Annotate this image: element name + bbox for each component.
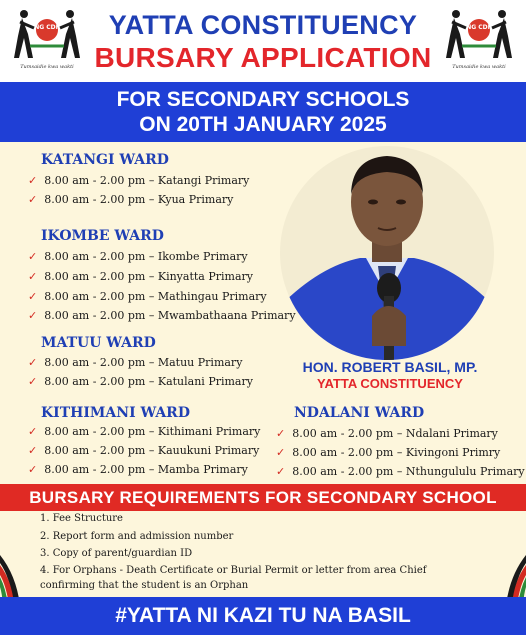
logo-tagline: Tumsaidie kwa wakti	[20, 64, 74, 70]
list-item: ✓ 8.00 am - 2.00 pm – Nthungululu Primary	[276, 465, 525, 478]
list-item: ✓ 8.00 am - 2.00 pm – Kauukuni Primary	[28, 444, 260, 457]
list-item: ✓ 8.00 am - 2.00 pm – Ikombe Primary	[28, 250, 248, 263]
banner-line1: FOR SECONDARY SCHOOLS	[116, 88, 410, 111]
list-item: ✓ 8.00 am - 2.00 pm – Kyua Primary	[28, 193, 234, 206]
title-constituency: YATTA CONSTITUENCY	[108, 10, 418, 40]
mp-constituency: YATTA CONSTITUENCY	[317, 376, 463, 391]
mp-name: HON. ROBERT BASIL, MP.	[302, 359, 478, 375]
check-icon: ✓	[28, 250, 38, 263]
check-icon: ✓	[276, 446, 286, 459]
list-item: ✓ 8.00 am - 2.00 pm – Katulani Primary	[28, 375, 253, 388]
check-icon: ✓	[28, 174, 38, 187]
list-item: ✓ 8.00 am - 2.00 pm – Ndalani Primary	[276, 427, 498, 440]
check-icon: ✓	[28, 270, 38, 283]
ward-title-katangi: KATANGI WARD	[41, 152, 169, 168]
requirements-title: BURSARY REQUIREMENTS FOR SECONDARY SCHOOL	[29, 488, 497, 507]
logo-text: NG CDF	[466, 24, 492, 31]
check-icon: ✓	[28, 444, 38, 457]
ward-title-matuu: MATUU WARD	[41, 335, 156, 351]
ward-title-kithimani: KITHIMANI WARD	[41, 405, 190, 421]
mp-portrait	[280, 146, 494, 360]
list-item: ✓ 8.00 am - 2.00 pm – Mwambathaana Primary	[28, 309, 296, 322]
check-icon: ✓	[28, 463, 38, 476]
check-icon: ✓	[276, 465, 286, 478]
requirement-item: 1. Fee Structure	[40, 513, 123, 524]
ward-title-ikombe: IKOMBE WARD	[41, 228, 164, 244]
list-item: ✓ 8.00 am - 2.00 pm – Kinyatta Primary	[28, 270, 253, 283]
list-item: ✓ 8.00 am - 2.00 pm – Kithimani Primary	[28, 425, 261, 438]
ward-title-ndalani: NDALANI WARD	[294, 405, 425, 421]
check-icon: ✓	[28, 309, 38, 322]
requirement-item: 4. For Orphans - Death Certificate or Burial Permit or letter from area Chief	[40, 565, 427, 576]
check-icon: ✓	[28, 375, 38, 388]
requirement-item: 2. Report form and admission number	[40, 531, 234, 542]
check-icon: ✓	[28, 193, 38, 206]
check-icon: ✓	[28, 356, 38, 369]
requirement-item-continued: confirming that the student is an Orphan	[40, 580, 249, 591]
requirement-item: 3. Copy of parent/guardian ID	[40, 548, 193, 559]
check-icon: ✓	[276, 427, 286, 440]
footer-hashtag: #YATTA NI KAZI TU NA BASIL	[115, 604, 411, 627]
logo-tagline: Tumsaidie kwa wakti	[452, 64, 506, 70]
list-item: ✓ 8.00 am - 2.00 pm – Matuu Primary	[28, 356, 243, 369]
title-bursary: BURSARY APPLICATION	[94, 42, 432, 73]
logo-text: NG CDF	[34, 24, 60, 31]
check-icon: ✓	[28, 290, 38, 303]
banner-line2: ON 20TH JANUARY 2025	[139, 113, 387, 136]
list-item: ✓ 8.00 am - 2.00 pm – Mathingau Primary	[28, 290, 267, 303]
list-item: ✓ 8.00 am - 2.00 pm – Katangi Primary	[28, 174, 250, 187]
list-item: ✓ 8.00 am - 2.00 pm – Kivingoni Primry	[276, 446, 501, 459]
check-icon: ✓	[28, 425, 38, 438]
list-item: ✓ 8.00 am - 2.00 pm – Mamba Primary	[28, 463, 248, 476]
